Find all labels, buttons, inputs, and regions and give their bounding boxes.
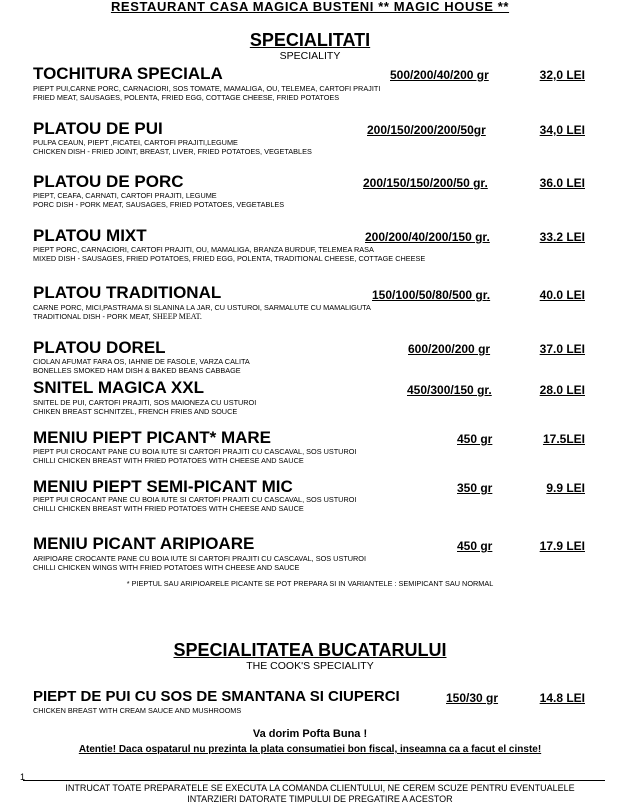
menu-item-desc-ro: CARNE PORC, MICI,PASTRAMA SI SLANINA LA JAR, CU USTUROI, SARMALUTE CU MAMALIGUTA bbox=[33, 303, 371, 312]
menu-item-desc-en: CHIKEN BREAST SCHNITZEL, FRENCH FRIES AND SOUCE bbox=[33, 407, 238, 416]
menu-item-desc-en: CHICKEN DISH - FRIED JOINT, BREAST, LIVER, FRIED POTATOES, VEGETABLES bbox=[33, 147, 312, 156]
menu-item-desc-en: BONELLES SMOKED HAM DISH & BAKED BEANS CABBAGE bbox=[33, 366, 241, 375]
receipt-warning: Atentie! Daca ospatarul nu prezinta la plata consumatiei bon fiscal, inseamna ca a facut el cinste! bbox=[78, 744, 542, 755]
menu-item-desc-ro: CIOLAN AFUMAT FARA OS, IAHNIE DE FASOLE, VARZA CALITA bbox=[33, 357, 250, 366]
menu-item-weight: 150/30 gr bbox=[446, 691, 499, 705]
menu-item-desc-en: CHICKEN BREAST WITH CREAM SAUCE AND MUSHROOMS bbox=[33, 706, 242, 715]
menu-item-desc-ro: PIEPT PUI,CARNE PORC, CARNACIORI, SOS TOMATE, MAMALIGA, OU, TELEMEA, CARTOFI PRAJITI bbox=[33, 84, 381, 93]
greeting-text: Va dorim Pofta Buna ! bbox=[252, 728, 368, 740]
desc-en-main: TRADITIONAL DISH - PORK MEAT, bbox=[33, 312, 151, 321]
weight-value: 450/300/150 gr bbox=[407, 383, 489, 397]
menu-item-weight: 200/150/200/200/50gr bbox=[367, 123, 486, 137]
footer-divider bbox=[23, 780, 605, 781]
menu-item-price: 32,0 LEI bbox=[539, 68, 585, 82]
menu-item-weight: 600/200/200 gr bbox=[408, 342, 491, 356]
menu-item-desc-ro: PIEPT PUI CROCANT PANE CU BOIA IUTE SI CARTOFI PRAJITI CU CASCAVAL, SOS USTUROI bbox=[33, 495, 357, 504]
menu-item-name: PLATOU TRADITIONAL bbox=[33, 283, 222, 302]
menu-item-desc-en: MIXED DISH - SAUSAGES, FRIED POTATOES, FRIED EGG, POLENTA, TRADITIONAL CHEESE, COTTAGE CHEESE bbox=[33, 254, 426, 263]
menu-item-weight: 450 gr bbox=[457, 432, 493, 446]
menu-item-name: PLATOU MIXT bbox=[33, 226, 147, 245]
menu-item-price: 17.5LEI bbox=[542, 432, 585, 446]
footer-line-2: INTARZIERI DATORATE TIMPULUI DE PREGATIRE A ACESTOR bbox=[187, 794, 453, 804]
weight-value: 150/100/50/80/500 gr bbox=[372, 288, 487, 302]
menu-item-desc-en: PORC DISH - PORK MEAT, SAUSAGES, FRIED POTATOES, VEGETABLES bbox=[33, 200, 285, 209]
menu-item-desc-ro: PULPA CEAUN, PIEPT ,FICATEI, CARTOFI PRAJITI,LEGUME bbox=[33, 138, 238, 147]
menu-item-name: MENIU PIEPT SEMI-PICANT MIC bbox=[33, 477, 293, 496]
menu-item-desc-ro: SNITEL DE PUI, CARTOFI PRAJITI, SOS MAIONEZA CU USTUROI bbox=[33, 398, 257, 407]
weight-suffix: . bbox=[484, 176, 488, 190]
weight-suffix: . bbox=[488, 383, 492, 397]
menu-item-desc-ro: PIEPT, CEAFA, CARNATI, CARTOFI PRAJITI, LEGUME bbox=[33, 191, 217, 200]
restaurant-title: RESTAURANT CASA MAGICA BUSTENI ** MAGIC HOUSE ** bbox=[110, 0, 510, 14]
menu-item-desc-en: FRIED MEAT, SAUSAGES, POLENTA, FRIED EGG, COTTAGE CHEESE, FRIED POTATOES bbox=[33, 93, 340, 102]
menu-item-price: 36.0 LEI bbox=[539, 176, 585, 190]
menu-item-weight bbox=[407, 383, 492, 397]
menu-item-name: TOCHITURA SPECIALA bbox=[33, 64, 223, 83]
menu-item-weight: 350 gr bbox=[457, 481, 493, 495]
weight-value: 200/150/150/200/50 gr bbox=[363, 176, 485, 190]
menu-item-desc-en bbox=[33, 312, 202, 321]
menu-item-desc-ro: PIEPT PUI CROCANT PANE CU BOIA IUTE SI CARTOFI PRAJITI CU CASCAVAL, SOS USTUROI bbox=[33, 447, 357, 456]
menu-item-weight bbox=[365, 230, 490, 244]
section-title-cook-speciality: SPECIALITATEA BUCATARULUI bbox=[173, 640, 447, 660]
menu-item-price: 28.0 LEI bbox=[539, 383, 585, 397]
section-title-specialities: SPECIALITATI bbox=[249, 30, 371, 50]
menu-item-desc-ro: ARIPIOARE CROCANTE PANE CU BOIA IUTE SI CARTOFI PRAJITI CU CASCAVAL, SOS USTUROI bbox=[33, 554, 367, 563]
menu-item-name: MENIU PICANT ARIPIOARE bbox=[33, 534, 255, 553]
menu-item-weight bbox=[372, 288, 490, 302]
spicy-note: * PIEPTUL SAU ARIPIOARELE PICANTE SE POT PREPARA SI IN VARIANTELE : SEMIPICANT SAU NORMAL bbox=[126, 579, 494, 588]
footer-line-1: INTRUCAT TOATE PREPARATELE SE EXECUTA LA COMANDA CLIENTULUI, NE CEREM SCUZE PENTRU EVENTUALELE bbox=[65, 783, 575, 793]
menu-item-price: 33.2 LEI bbox=[539, 230, 585, 244]
menu-item-weight bbox=[363, 176, 488, 190]
menu-item-price: 9.9 LEI bbox=[546, 481, 585, 495]
menu-item-name: MENIU PIEPT PICANT* MARE bbox=[33, 428, 272, 447]
menu-item-name: PLATOU DE PORC bbox=[33, 172, 184, 191]
menu-item-weight: 500/200/40/200 gr bbox=[390, 68, 489, 82]
menu-item-price: 17.9 LEI bbox=[539, 539, 585, 553]
weight-suffix: . bbox=[486, 230, 490, 244]
page-number: 1 bbox=[20, 772, 26, 782]
menu-item-desc-en: CHILLI CHICKEN BREAST WITH FRIED POTATOES WITH CHEESE AND SAUCE bbox=[33, 504, 304, 513]
menu-item-price: 34,0 LEI bbox=[539, 123, 585, 137]
weight-value: 200/200/40/200/150 gr bbox=[365, 230, 487, 244]
menu-item-price: 14.8 LEI bbox=[539, 691, 585, 705]
menu-item-price: 37.0 LEI bbox=[539, 342, 585, 356]
menu-item-name: SNITEL MAGICA XXL bbox=[33, 378, 204, 397]
section-subtitle-specialities: SPECIALITY bbox=[279, 50, 341, 62]
section-subtitle-cook-speciality: THE COOK'S SPECIALITY bbox=[246, 660, 374, 672]
weight-suffix: . bbox=[486, 288, 491, 302]
menu-item-desc-en: CHILLI CHICKEN BREAST WITH FRIED POTATOES WITH CHEESE AND SAUCE bbox=[33, 456, 304, 465]
menu-item-desc-ro: PIEPT PORC, CARNACIORI, CARTOFI PRAJITI, OU, MAMALIGA, BRANZA BURDUF, TELEMEA RASA bbox=[33, 245, 374, 254]
menu-item-weight: 450 gr bbox=[457, 539, 493, 553]
menu-item-name: PIEPT DE PUI CU SOS DE SMANTANA SI CIUPERCI bbox=[33, 688, 400, 705]
menu-item-desc-en: CHILLI CHICKEN WINGS WITH FRIED POTATOES WITH CHEESE AND SAUCE bbox=[33, 563, 300, 572]
menu-item-name: PLATOU DOREL bbox=[33, 338, 166, 357]
desc-en-extra: SHEEP MEAT. bbox=[150, 312, 202, 321]
menu-item-name: PLATOU DE PUI bbox=[33, 119, 163, 138]
menu-item-price: 40.0 LEI bbox=[539, 288, 585, 302]
